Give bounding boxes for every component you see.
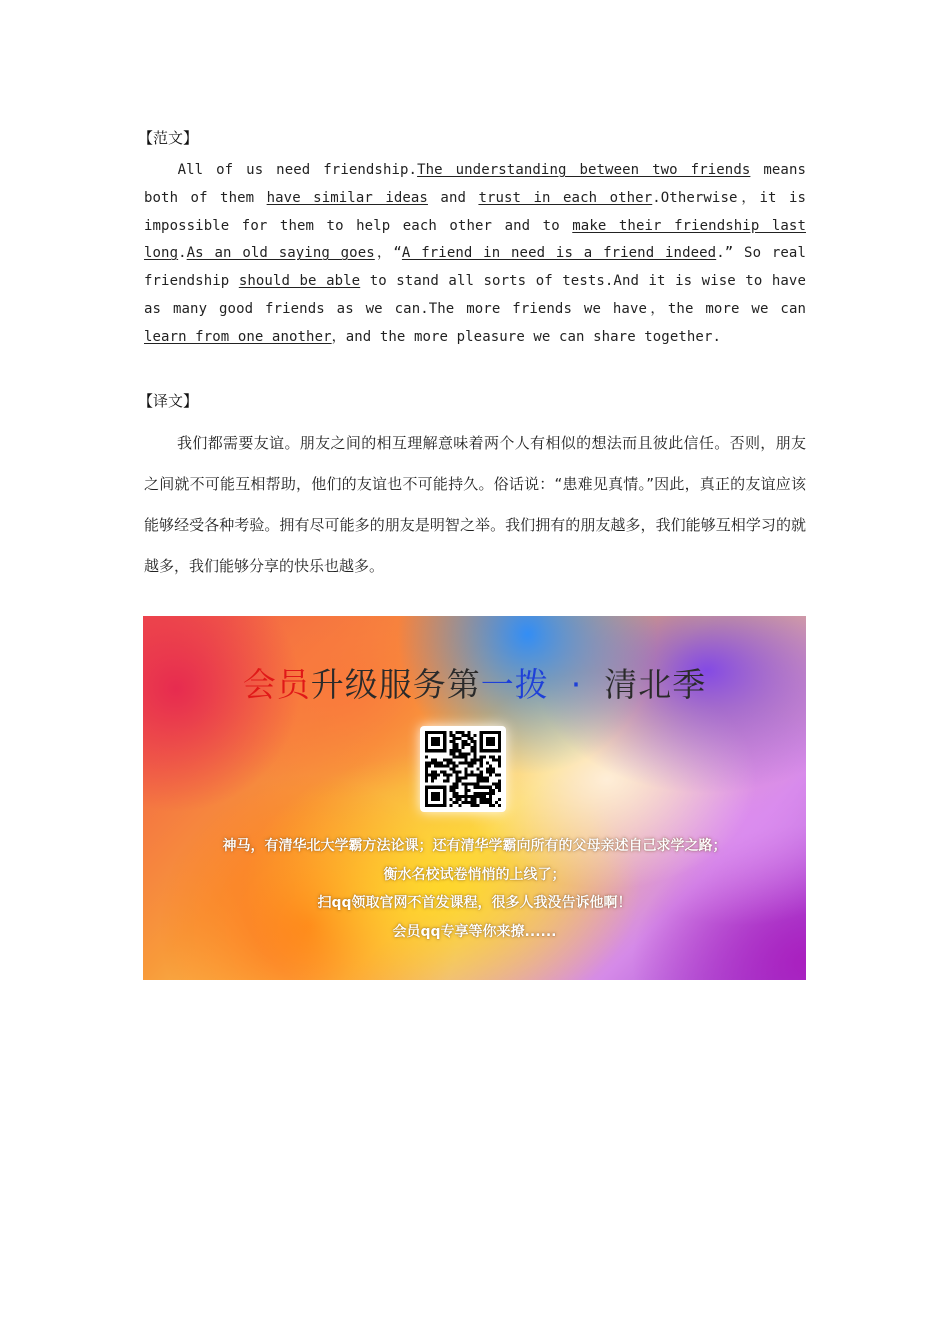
essay-text: to stand all sorts of tests.And it is wise to have as many good friends as we can.The more friends we have，the more we can xyxy=(144,273,806,317)
essay-text: .Otherwise，it is impossible for them to help each other and to xyxy=(144,189,807,234)
banner-title-dark: 升级服务第 xyxy=(310,665,481,704)
underlined-phrase: have similar ideas xyxy=(266,189,428,206)
essay-text: means both of them xyxy=(144,162,806,206)
banner-line: 扫qq领取官网不首发课程，很多人我没告诉他啊！ xyxy=(317,895,632,911)
essay-paragraph xyxy=(144,157,806,352)
underlined-phrase: The understanding between two friends xyxy=(417,162,751,178)
underlined-phrase: trust in each other xyxy=(478,189,653,206)
essay-text: .” So real friendship xyxy=(144,245,806,290)
banner-lines xyxy=(143,832,806,946)
translation-heading: 【译文】 xyxy=(138,392,199,410)
banner-title-end: 清北季 xyxy=(604,665,707,704)
banner-line: 衡水名校试卷悄悄的上线了； xyxy=(383,866,566,883)
underlined-phrase: should be able xyxy=(238,273,361,290)
essay-text: All of us need friendship. xyxy=(177,162,418,178)
underlined-phrase: make their friendship last long xyxy=(144,217,806,262)
banner-line: 会员qq专享等你来撩...... xyxy=(392,923,557,940)
underlined-phrase: A friend in need is a friend indeed xyxy=(401,245,717,262)
translation-paragraph: 我们都需要友谊。朋友之间的相互理解意味着两个人有相似的想法而且彼此信任。否则，朋友之间就不可能互相帮助，他们的友谊也不可能持久。俗话说：“患难见真情。”因此，真正的友谊应该能够经受各种考验。拥有尽可能多的朋友是明智之举。我们拥有的朋友越多，我们能够互相学习的就越多，我们能够分享的快乐也越多。 xyxy=(144,434,806,575)
banner-title-red: 会员 xyxy=(242,665,311,704)
banner-line: 神马，有清华北大学霸方法论课；还有清华学霸向所有的父母亲述自己求学之路； xyxy=(222,838,727,854)
banner-title xyxy=(143,659,806,706)
banner-title-blue: 一拨 xyxy=(480,665,549,704)
qr-code-graphic xyxy=(425,731,501,807)
underlined-phrase: learn from one another xyxy=(144,328,332,345)
essay-text: and xyxy=(427,189,479,206)
essay-heading: 【范文】 xyxy=(138,129,199,147)
membership-banner[interactable] xyxy=(143,616,806,980)
essay-text: ，and the more pleasure we can share together. xyxy=(331,328,722,345)
essay-text: . xyxy=(178,245,187,262)
qr-code-icon[interactable] xyxy=(420,726,506,812)
banner-title-dot: · xyxy=(570,665,583,704)
essay-text: ，“ xyxy=(374,245,402,262)
underlined-phrase: As an old saying goes xyxy=(186,245,375,262)
